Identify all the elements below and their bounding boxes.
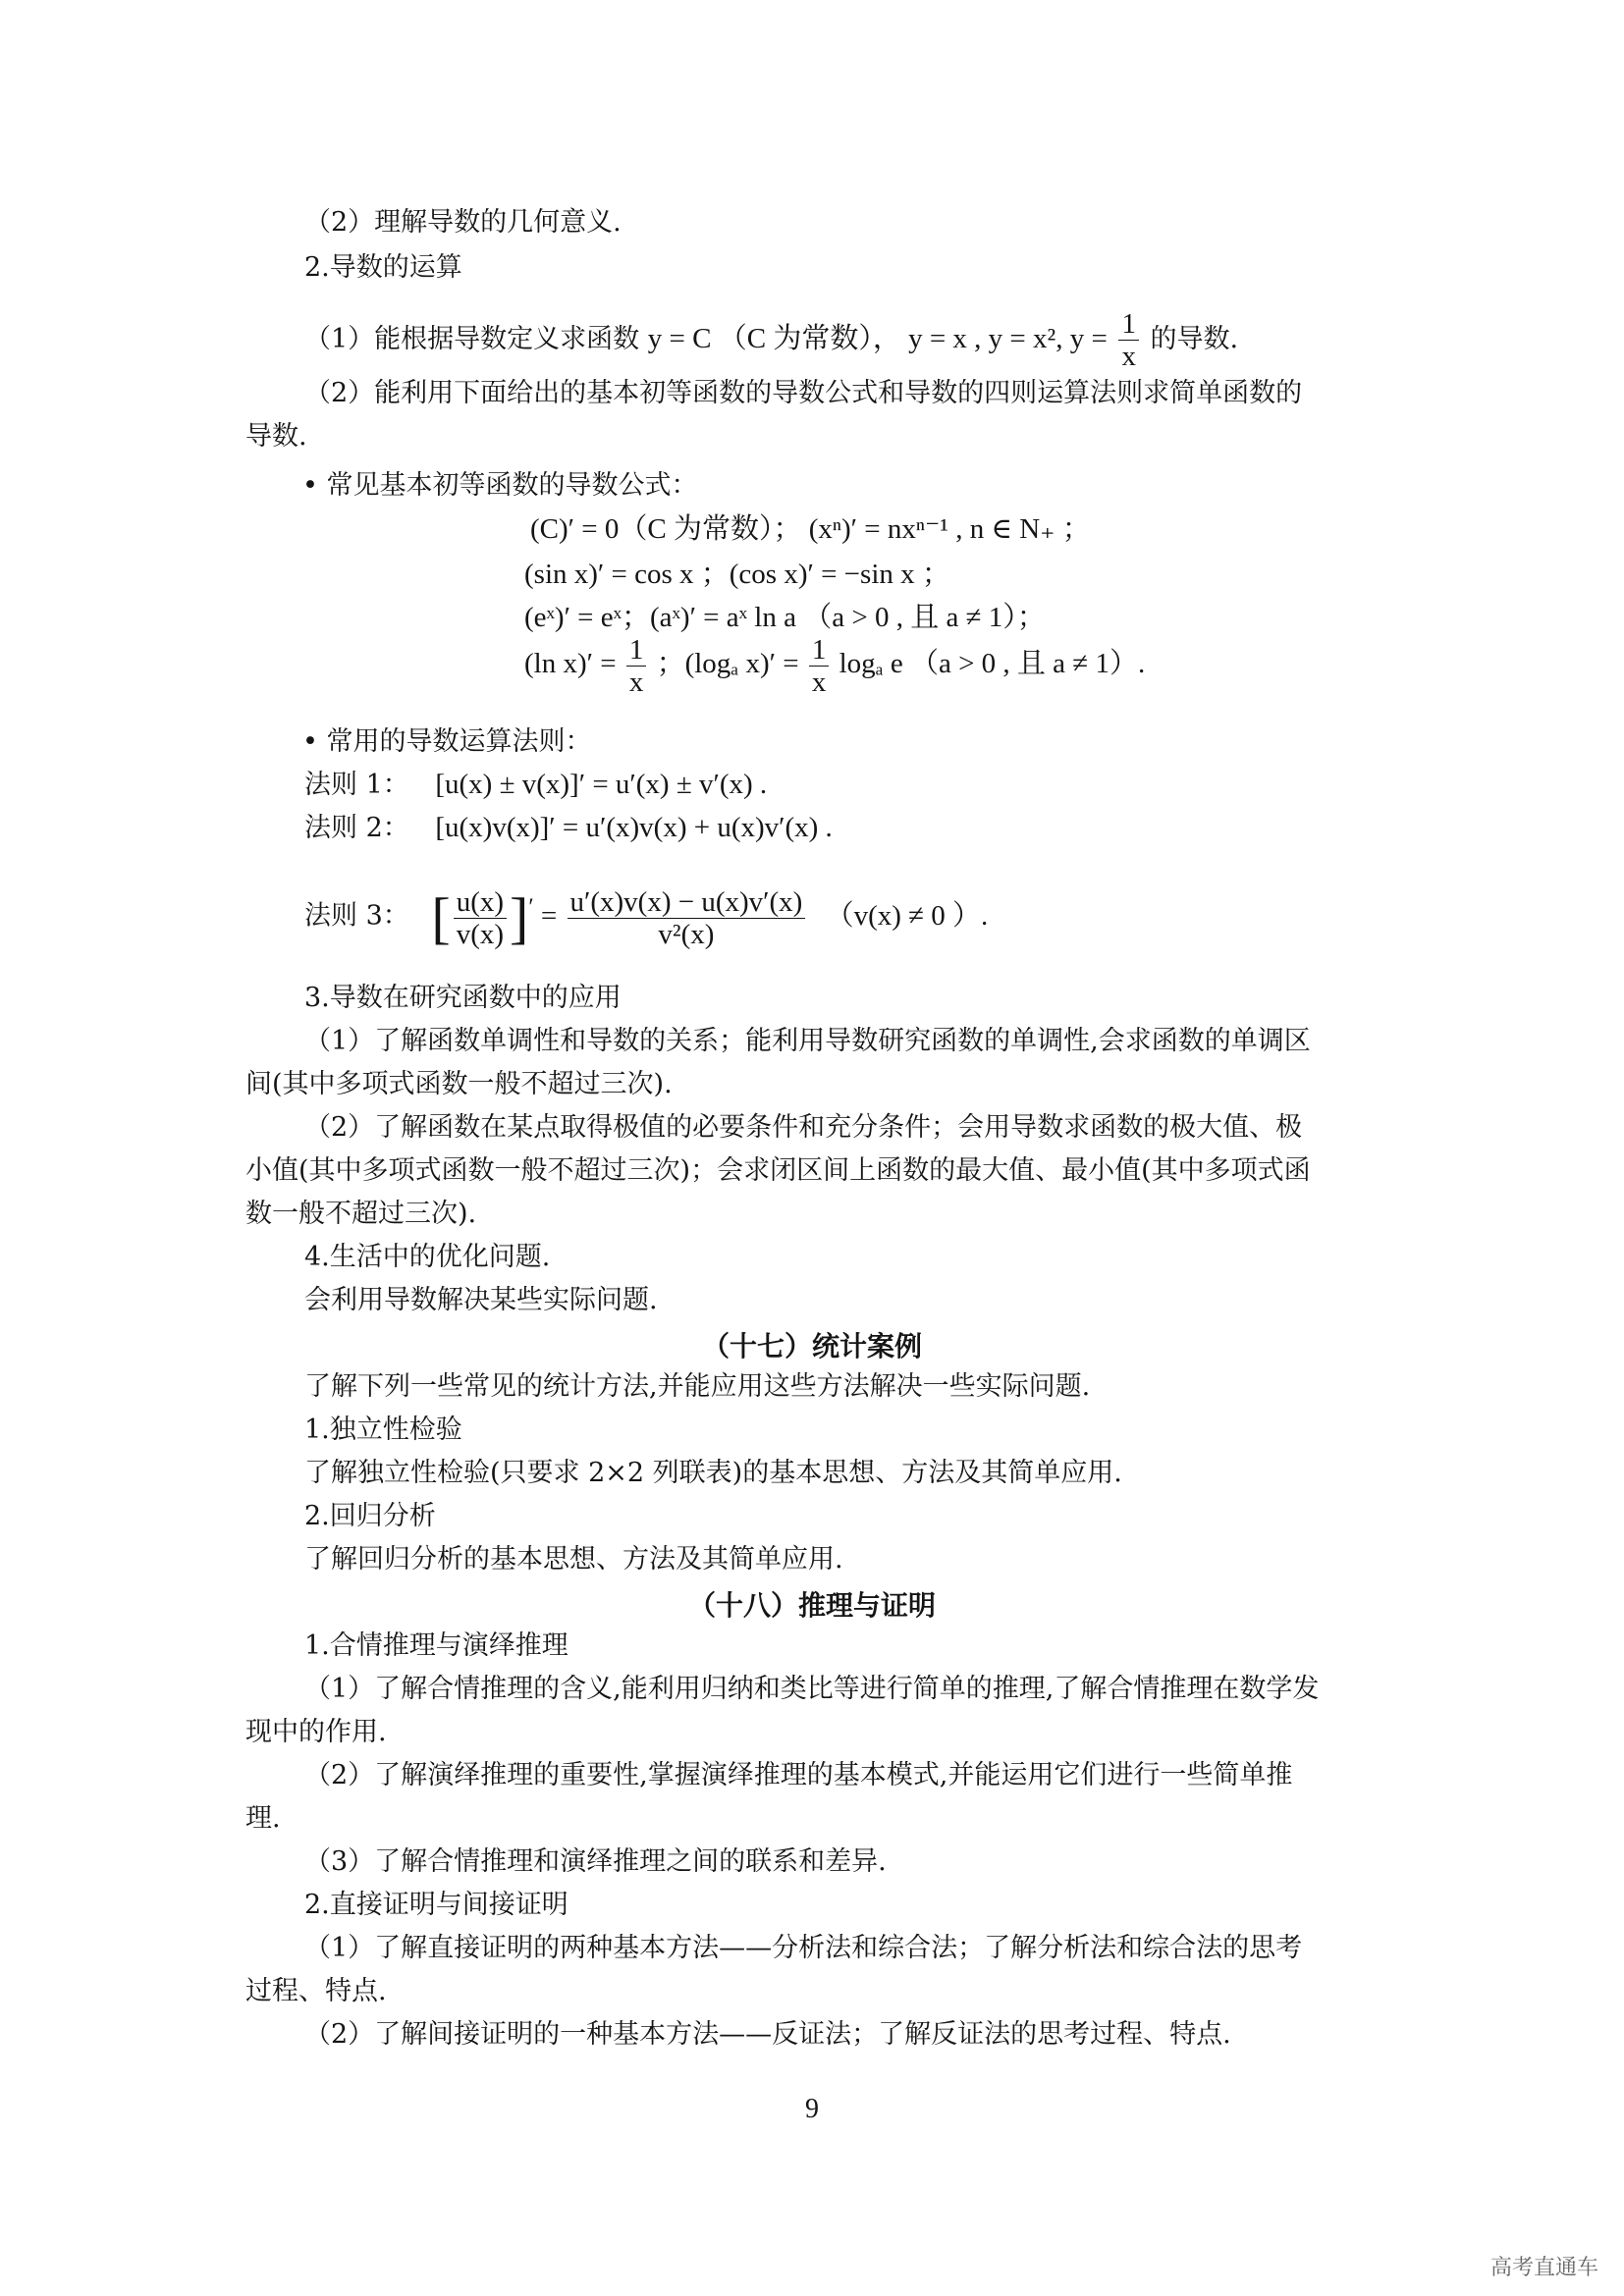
rule-line: [304, 809, 833, 847]
text-line: （2）理解导数的几何意义.: [304, 207, 622, 238]
fraction-numerator: 1: [809, 634, 830, 667]
text-line: 数一般不超过三次).: [245, 1199, 477, 1229]
formula-segment: logₐ e （a > 0 , 且 a ≠ 1）.: [839, 648, 1146, 680]
fraction-denominator: x: [811, 667, 827, 698]
watermark: 高考直通车: [1489, 2256, 1598, 2280]
condition: （v(x) ≠ 0 ）.: [825, 899, 989, 932]
bracket: [: [431, 885, 451, 949]
text-line: [304, 304, 1238, 374]
bracket: ]: [510, 885, 529, 949]
text-segment: （1）能根据导数定义求函数: [304, 324, 640, 354]
rule-expression: [u(x)v(x)]′ = u′(x)v(x) + u(x)v′(x) .: [435, 812, 833, 843]
fraction: [809, 634, 830, 698]
fraction: [568, 886, 806, 950]
text-line: （2）了解间接证明的一种基本方法——反证法；了解反证法的思考过程、特点.: [304, 2019, 1231, 2050]
fraction-numerator: 1: [1118, 308, 1139, 341]
text-line: 了解下列一些常见的统计方法,并能应用这些方法解决一些实际问题.: [304, 1371, 1091, 1402]
text-line: 过程、特点.: [245, 1976, 387, 2006]
text-line: （3）了解合情推理和演绎推理之间的联系和差异.: [304, 1846, 887, 1877]
fraction-denominator: v(x): [456, 918, 505, 950]
rule-expression: [u(x) ± v(x)]′ = u′(x) ± v′(x) .: [435, 769, 768, 800]
page-number: 9: [805, 2094, 819, 2124]
math-expression: y = C （C 为常数）， y = x , y = x², y =: [647, 323, 1108, 354]
text-line: （1）了解合情推理的含义,能利用归纳和类比等进行简单的推理,了解合情推理在数学发: [304, 1674, 1320, 1704]
fraction-denominator: x: [628, 667, 644, 698]
bullet-heading: • 常用的导数运算法则：: [302, 726, 592, 757]
text-line: （1）了解函数单调性和导数的关系；能利用导数研究函数的单调性,会求函数的单调区: [304, 1026, 1311, 1056]
rule-label: 法则 1：: [304, 770, 409, 800]
subsection-title: 3.导数在研究函数中的应用: [304, 983, 622, 1013]
subsection-title: 2.回归分析: [304, 1501, 436, 1531]
text-line: （2）能利用下面给出的基本初等函数的导数公式和导数的四则运算法则求简单函数的: [304, 378, 1303, 408]
fraction-numerator: 1: [626, 634, 647, 667]
text-segment: 的导数.: [1150, 324, 1239, 354]
prime-mark: ′: [528, 893, 534, 920]
rule-line: [304, 766, 767, 804]
text-line: （2）了解函数在某点取得极值的必要条件和充分条件；会用导数求函数的极大值、极: [304, 1112, 1303, 1143]
section-heading: （十七）统计案例: [701, 1330, 922, 1362]
text-line: 了解独立性检验(只要求 2×2 列联表)的基本思想、方法及其简单应用.: [304, 1458, 1122, 1488]
fraction-denominator: x: [1121, 341, 1136, 372]
rule-label: 法则 3：: [304, 900, 409, 932]
bullet-heading: • 常见基本初等函数的导数公式：: [302, 470, 698, 501]
text-line: 现中的作用.: [245, 1717, 387, 1747]
text-line: 间(其中多项式函数一般不超过三次).: [245, 1069, 673, 1099]
text-line: 理.: [245, 1803, 281, 1834]
fraction: [1118, 308, 1139, 372]
text-line: 导数.: [245, 421, 307, 452]
fraction: [454, 886, 507, 950]
fraction-denominator: v²(x): [658, 918, 715, 950]
formula: (eˣ)′ = eˣ；(aˣ)′ = aˣ ln a （a > 0 , 且 a ≠ 1）；: [524, 602, 1046, 633]
text-line: 了解回归分析的基本思想、方法及其简单应用.: [304, 1544, 843, 1575]
formula-segment: ；(logₐ x)′ =: [656, 648, 799, 680]
subsection-title: 1.合情推理与演绎推理: [304, 1630, 568, 1661]
subsection-title: 2.直接证明与间接证明: [304, 1890, 568, 1920]
formula: (C)′ = 0（C 为常数）； (xⁿ)′ = nxⁿ⁻¹ , n ∈ N₊ ；: [530, 513, 1091, 545]
text-line: （1）了解直接证明的两种基本方法——分析法和综合法；了解分析法和综合法的思考: [304, 1933, 1303, 1963]
subsection-title: 1.独立性检验: [304, 1415, 462, 1445]
subsection-title: 4.生活中的优化问题.: [304, 1242, 551, 1272]
rule-line: [304, 868, 988, 956]
text-line: 会利用导数解决某些实际问题.: [304, 1285, 658, 1315]
fraction-numerator: u′(x)v(x) − u(x)v′(x): [568, 886, 806, 919]
fraction: [626, 634, 647, 698]
text-line: 小值(其中多项式函数一般不超过三次)；会求闭区间上函数的最大值、最小值(其中多项式函: [245, 1155, 1311, 1186]
formula: (sin x)′ = cos x ；(cos x)′ = −sin x ；: [524, 559, 950, 590]
rule-label: 法则 2：: [304, 813, 409, 843]
section-heading: （十八）推理与证明: [687, 1589, 936, 1622]
text-line: （2）了解演绎推理的重要性,掌握演绎推理的基本模式,并能运用它们进行一些简单推: [304, 1760, 1293, 1790]
subsection-title: 2.导数的运算: [304, 252, 462, 283]
fraction-numerator: u(x): [454, 886, 507, 919]
formula-segment: (ln x)′ =: [524, 648, 617, 680]
formula: [524, 634, 1145, 698]
rule-expression: [ $\frac{u(x)}{v(x)}$ ]′ = $\frac{u'(x)v(x) - u(x)v'(x)}{\text{v²(x)}}$ （v(x) ≠ 0 ）.: [431, 885, 989, 950]
